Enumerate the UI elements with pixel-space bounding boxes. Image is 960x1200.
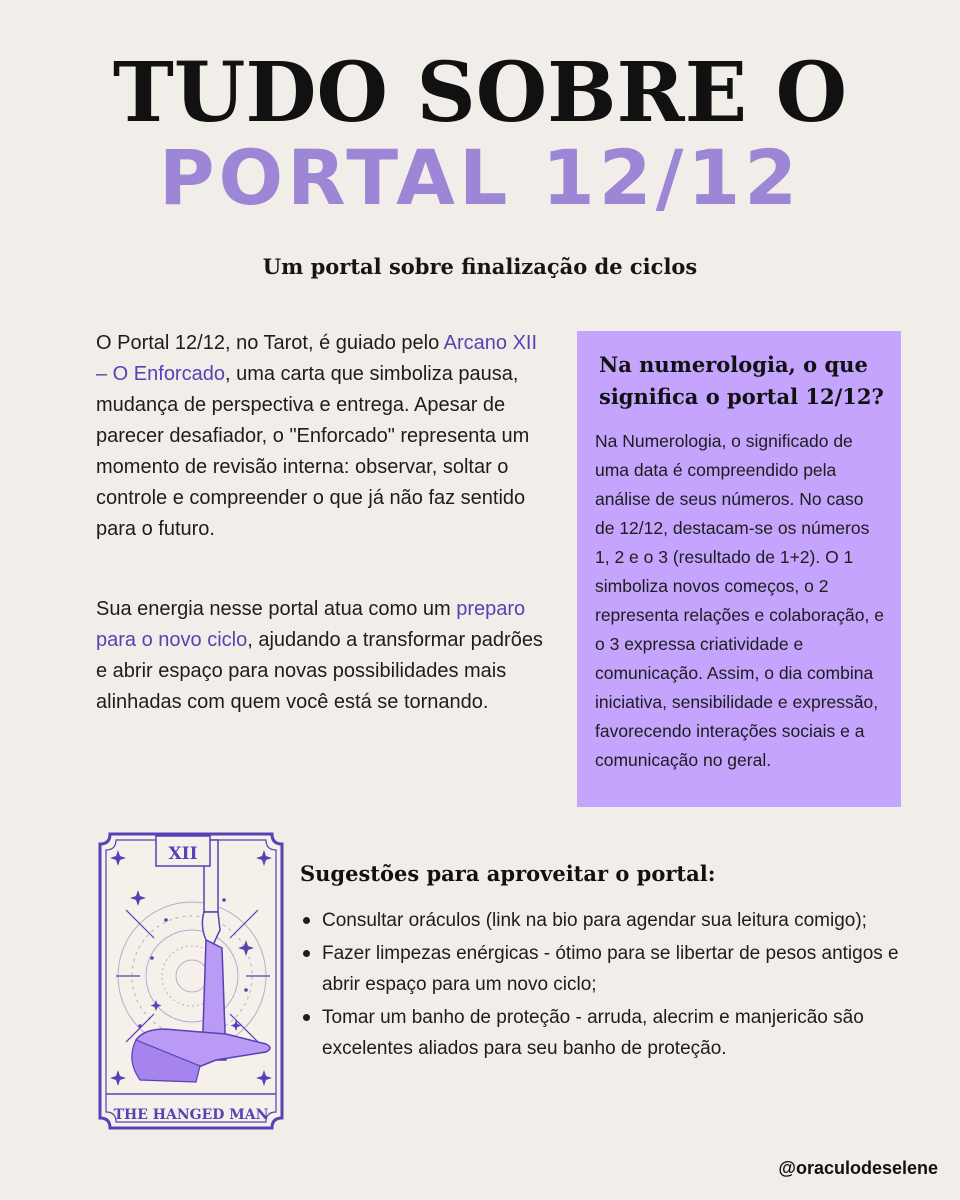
suggestions-list xyxy=(300,905,900,1066)
suggestion-item xyxy=(300,1002,900,1064)
energy-paragraph xyxy=(96,594,546,718)
title-line-1: TUDO SOBRE O xyxy=(112,45,848,141)
suggestion-text: Tomar um banho de proteção - arruda, alecrim e manjericão são excelentes aliados para seu banho de proteção. xyxy=(322,1007,864,1059)
numerology-title: Na numerologia, o que significa o portal 12/12? xyxy=(599,352,884,409)
suggestions-title: Sugestões para aproveitar o portal: xyxy=(300,861,716,886)
suggestion-text: Consultar oráculos (link na bio para agendar sua leitura comigo); xyxy=(322,910,867,931)
suggestion-text: Fazer limpezas enérgicas - ótimo para se libertar de pesos antigos e abrir espaço para um novo ciclo; xyxy=(322,943,899,995)
numerology-body: Na Numerologia, o significado de uma data é compreendido pela análise de seus números. No caso de 12/12, destacam-se os números 1, 2 e o 3 (resultado de 1+2). O 1 simboliza novos começos, o 2 representa relações e colaboração, e o 3 expressa criatividade e comunicação. Assim, o dia combina iniciativa, sensibilidade e expressão, favorecendo interações sociais e a comunicação no geral. xyxy=(595,431,884,770)
tarot-paragraph xyxy=(96,328,546,545)
paragraph-text: , ajudando a transformar padrões e abrir espaço para novas possibilidades mais alinhadas com quem você está se tornando. xyxy=(96,629,543,713)
hanged-man-illustration xyxy=(96,830,286,1132)
instagram-handle[interactable]: @oraculodeselene xyxy=(778,1158,938,1178)
suggestion-item xyxy=(300,938,900,1000)
paragraph-text: Sua energia nesse portal atua como um xyxy=(96,598,457,620)
bullet-icon xyxy=(303,917,310,924)
numerology-box xyxy=(577,331,901,807)
arcano-highlight: Arcano XII – O Enforcado xyxy=(96,332,538,385)
ciclo-highlight: preparo para o novo ciclo xyxy=(96,598,526,651)
paragraph-text: , uma carta que simboliza pausa, mudança de perspectiva e entrega. Apesar de parecer desafiador, o "Enforcado" representa um momento de revisão interna: observar, soltar o controle e compreender o que já não faz sentido para o futuro. xyxy=(96,363,530,540)
suggestion-item xyxy=(300,905,900,936)
bullet-icon xyxy=(303,1014,310,1021)
subtitle: Um portal sobre finalização de ciclos xyxy=(262,254,698,279)
title-line-2: PORTAL 12/12 xyxy=(158,133,802,222)
hanged-man-card xyxy=(96,830,286,1132)
paragraph-text: O Portal 12/12, no Tarot, é guiado pelo xyxy=(96,332,444,354)
card-numeral: XII xyxy=(168,844,198,864)
card-name: THE HANGED MAN xyxy=(113,1107,269,1123)
bullet-icon xyxy=(303,950,310,957)
